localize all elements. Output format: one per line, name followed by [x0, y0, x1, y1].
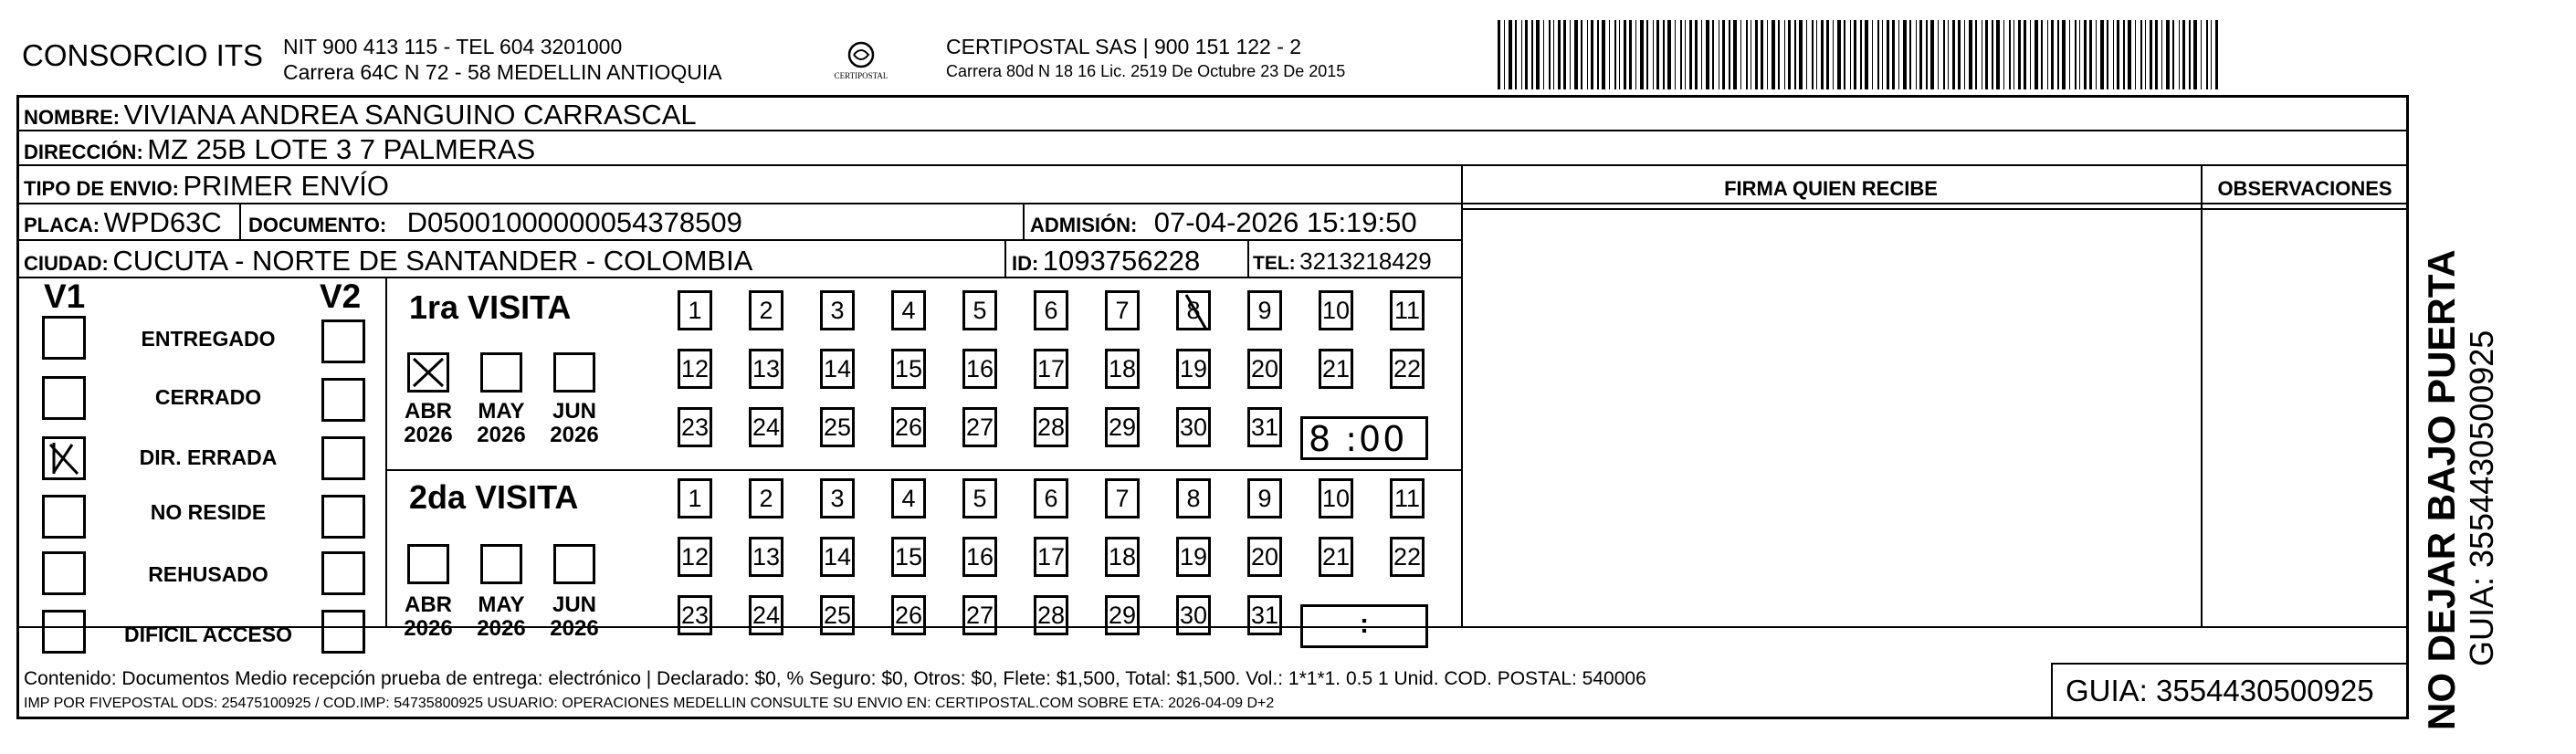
day-number: 27	[965, 413, 994, 441]
second-month-jun-label: JUN 2026	[550, 592, 599, 641]
first-visit-day-27[interactable]	[962, 407, 997, 447]
second-month-abr-checkbox[interactable]	[407, 544, 449, 584]
reason-dificil-acceso: DIFICIL ACCESO	[123, 623, 292, 646]
day-number: 30	[1179, 413, 1208, 441]
admision-value: 07-04-2026 15:19:50	[1153, 206, 1417, 238]
first-visit-day-26[interactable]	[891, 407, 926, 447]
second-visit-time: :	[1360, 609, 1369, 639]
day-number: 9	[1257, 296, 1272, 324]
first-visit-day-20[interactable]	[1247, 349, 1282, 389]
day-number: 22	[1393, 354, 1422, 382]
reason-entregado: ENTREGADO	[141, 327, 276, 351]
first-visit-day-31[interactable]	[1247, 407, 1282, 447]
day-number: 20	[1250, 542, 1279, 571]
day-number: 14	[823, 542, 852, 571]
second-visit-day-11[interactable]	[1390, 478, 1425, 518]
certipostal-name: CERTIPOSTAL SAS | 900 151 122 - 2	[946, 35, 1302, 58]
day-number: 12	[680, 354, 710, 382]
day-number: 7	[1115, 296, 1130, 324]
second-visit-day-21[interactable]	[1319, 537, 1353, 577]
day-number: 1	[688, 296, 702, 324]
tel-value: 3213218429	[1299, 247, 1432, 275]
first-month-may-label: MAY 2026	[477, 399, 526, 447]
v1-checkbox-rehusado[interactable]	[42, 551, 86, 595]
reason-dir-errada: DIR. ERRADA	[139, 445, 278, 469]
day-number: 31	[1250, 601, 1279, 629]
side-warning-text: NO DEJAR BAJO PUERTA	[2420, 249, 2463, 730]
second-visit-day-3[interactable]	[820, 478, 855, 518]
second-visit-day-16[interactable]	[962, 537, 997, 577]
day-number: 29	[1108, 413, 1137, 441]
first-month-jun-checkbox[interactable]	[553, 352, 595, 393]
day-number: 11	[1393, 296, 1421, 324]
documento-value: D05001000000054378509	[406, 206, 742, 238]
ciudad-row	[24, 245, 752, 278]
day-number: 16	[965, 354, 994, 382]
day-number: 20	[1250, 354, 1279, 382]
day-number: 26	[894, 413, 923, 441]
nombre-row	[24, 99, 697, 131]
second-month-jun-checkbox[interactable]	[553, 544, 595, 584]
id-label: ID:	[1012, 252, 1039, 275]
first-visit-day-9[interactable]	[1247, 290, 1282, 330]
day-number: 8	[1186, 296, 1201, 324]
second-visit-day-19[interactable]	[1176, 537, 1211, 577]
day-number: 25	[823, 601, 852, 629]
first-visit-day-22[interactable]	[1390, 349, 1425, 389]
first-visit-day-30[interactable]	[1176, 407, 1211, 447]
documento-label: DOCUMENTO:	[248, 214, 387, 236]
day-number: 29	[1108, 601, 1137, 629]
v2-checkbox-rehusado[interactable]	[321, 551, 365, 595]
nombre-label: NOMBRE:	[24, 106, 121, 129]
v2-checkbox-dificil-acceso[interactable]	[321, 610, 365, 654]
second-visit-day-12[interactable]	[678, 537, 712, 577]
day-number: 10	[1321, 296, 1351, 324]
second-visit-day-25[interactable]	[820, 595, 855, 635]
second-visit-day-30[interactable]	[1176, 595, 1211, 635]
first-visit-day-11[interactable]	[1390, 290, 1425, 330]
first-visit-time-box[interactable]	[1300, 416, 1428, 460]
first-visit-day-21[interactable]	[1319, 349, 1353, 389]
ciudad-value: CUCUTA - NORTE DE SANTANDER - COLOMBIA	[112, 245, 753, 277]
day-number: 30	[1179, 601, 1208, 629]
footer-guia: GUIA: 3554430500925	[2066, 674, 2374, 707]
day-number: 4	[901, 484, 916, 512]
first-visit-day-8[interactable]	[1176, 290, 1211, 330]
second-visit-day-26[interactable]	[891, 595, 926, 635]
second-visit-day-27[interactable]	[962, 595, 997, 635]
second-visit-day-17[interactable]	[1034, 537, 1068, 577]
placa-value: WPD63C	[103, 206, 222, 238]
tipo-value: PRIMER ENVÍO	[183, 170, 390, 202]
tel-row	[1253, 247, 1432, 276]
id-row	[1012, 245, 1200, 278]
first-month-jun-label: JUN 2026	[550, 399, 599, 447]
day-number: 23	[680, 601, 710, 629]
first-visit-day-24[interactable]	[749, 407, 783, 447]
barcode	[1498, 20, 2224, 89]
reason-cerrado: CERRADO	[154, 385, 262, 409]
day-number: 13	[752, 354, 781, 382]
first-visit-day-6[interactable]	[1034, 290, 1068, 330]
second-visit-day-29[interactable]	[1105, 595, 1140, 635]
first-visit-day-12[interactable]	[678, 349, 712, 389]
v1-checkbox-dir-errada[interactable]	[42, 436, 86, 480]
firma-header: FIRMA QUIEN RECIBE	[1724, 177, 1938, 200]
first-visit-day-15[interactable]	[891, 349, 926, 389]
v1-checkbox-cerrado[interactable]	[42, 376, 86, 420]
second-month-may-checkbox[interactable]	[480, 544, 522, 584]
placa-label: PLACA:	[24, 214, 100, 236]
v2-checkbox-no-reside[interactable]	[321, 495, 365, 539]
documento-row	[248, 206, 742, 239]
day-number: 27	[965, 601, 994, 629]
reason-no-reside: NO RESIDE	[150, 500, 267, 524]
day-number: 13	[752, 542, 781, 571]
nombre-value: VIVIANA ANDREA SANGUINO CARRASCAL	[123, 99, 697, 131]
footer-imp: IMP POR FIVEPOSTAL ODS: 25475100925 / COD.IMP: 54735800925 USUARIO: OPERACIONES MEDELLIN CONSULTE SU ENVIO EN: CERTIPOSTAL.COM SOBRE ETA: 2026-04-09 D+2	[24, 696, 1275, 711]
day-number: 24	[752, 601, 781, 629]
second-visit-day-22[interactable]	[1390, 537, 1425, 577]
second-visit-time-box[interactable]	[1300, 604, 1428, 648]
observaciones-header: OBSERVACIONES	[2217, 177, 2392, 200]
day-number: 6	[1044, 484, 1058, 512]
day-number: 26	[894, 601, 923, 629]
second-visit-day-23[interactable]	[678, 595, 712, 635]
day-number: 8	[1186, 484, 1201, 512]
second-visit-day-13[interactable]	[749, 537, 783, 577]
second-visit-day-24[interactable]	[749, 595, 783, 635]
day-number: 2	[759, 296, 773, 324]
day-number: 14	[823, 354, 852, 382]
v1-label: V1	[44, 278, 86, 315]
admision-label: ADMISIÓN:	[1030, 214, 1138, 236]
day-number: 21	[1321, 354, 1351, 382]
day-number: 17	[1036, 354, 1066, 382]
first-visit-day-3[interactable]	[820, 290, 855, 330]
id-value: 1093756228	[1042, 245, 1201, 277]
v1-checkbox-dificil-acceso[interactable]	[42, 610, 86, 654]
day-number: 7	[1115, 484, 1130, 512]
direccion-label: DIRECCIÓN:	[24, 141, 143, 163]
day-number: 28	[1036, 601, 1066, 629]
side-warning	[2420, 37, 2500, 730]
first-visit-day-29[interactable]	[1105, 407, 1140, 447]
v2-checkbox-entregado[interactable]	[321, 319, 365, 363]
day-number: 12	[680, 542, 710, 571]
v2-checkbox-cerrado[interactable]	[321, 378, 365, 422]
first-visit-day-19[interactable]	[1176, 349, 1211, 389]
second-month-may-label: MAY 2026	[477, 592, 526, 641]
second-visit-day-5[interactable]	[962, 478, 997, 518]
first-visit-day-17[interactable]	[1034, 349, 1068, 389]
v1-checkbox-no-reside[interactable]	[42, 495, 86, 539]
day-number: 5	[973, 296, 987, 324]
day-number: 9	[1257, 484, 1272, 512]
day-number: 6	[1044, 296, 1058, 324]
second-visit-day-28[interactable]	[1034, 595, 1068, 635]
day-number: 25	[823, 413, 852, 441]
first-visit-day-2[interactable]	[749, 290, 783, 330]
first-visit-day-1[interactable]	[678, 290, 712, 330]
first-visit-day-28[interactable]	[1034, 407, 1068, 447]
second-month-abr-label: ABR 2026	[404, 592, 453, 641]
day-number: 3	[830, 296, 845, 324]
day-number: 31	[1250, 413, 1279, 441]
first-visit-day-7[interactable]	[1105, 290, 1140, 330]
day-number: 19	[1179, 542, 1208, 571]
first-visit-day-25[interactable]	[820, 407, 855, 447]
tipo-label: TIPO DE ENVIO:	[24, 177, 179, 200]
reason-rehusado: REHUSADO	[148, 562, 268, 586]
logo-text: CERTIPOSTAL	[834, 71, 888, 80]
day-number: 11	[1393, 484, 1421, 512]
v1-checkbox-entregado[interactable]	[42, 316, 86, 360]
day-number: 24	[752, 413, 781, 441]
ciudad-label: CIUDAD:	[24, 252, 109, 275]
second-visit-day-15[interactable]	[891, 537, 926, 577]
check-mark-icon	[1179, 293, 1210, 330]
direccion-value: MZ 25B LOTE 3 7 PALMERAS	[147, 133, 536, 165]
day-number: 18	[1108, 542, 1137, 571]
day-number: 2	[759, 484, 773, 512]
second-visit-day-6[interactable]	[1034, 478, 1068, 518]
first-visit-day-18[interactable]	[1105, 349, 1140, 389]
first-visit-day-16[interactable]	[962, 349, 997, 389]
day-number: 10	[1321, 484, 1351, 512]
second-visit-day-4[interactable]	[891, 478, 926, 518]
day-number: 23	[680, 413, 710, 441]
day-number: 19	[1179, 354, 1208, 382]
day-number: 1	[688, 484, 702, 512]
company-address: Carrera 64C N 72 - 58 MEDELLIN ANTIOQUIA	[283, 60, 722, 84]
first-month-abr-checkbox[interactable]	[407, 352, 449, 393]
second-visit-day-18[interactable]	[1105, 537, 1140, 577]
second-visit-day-14[interactable]	[820, 537, 855, 577]
tel-label: TEL:	[1253, 253, 1296, 274]
second-visit-day-10[interactable]	[1319, 478, 1353, 518]
day-number: 3	[830, 484, 845, 512]
placa-row	[24, 206, 222, 239]
first-visit-day-10[interactable]	[1319, 290, 1353, 330]
day-number: 21	[1321, 542, 1351, 571]
check-mark-icon	[45, 439, 83, 477]
second-visit-day-2[interactable]	[749, 478, 783, 518]
second-visit-day-9[interactable]	[1247, 478, 1282, 518]
company-nit: NIT 900 413 115 - TEL 604 3201000	[283, 35, 623, 58]
day-number: 18	[1108, 354, 1137, 382]
day-number: 15	[894, 542, 923, 571]
day-number: 5	[973, 484, 987, 512]
first-visit-day-14[interactable]	[820, 349, 855, 389]
second-visit-day-20[interactable]	[1247, 537, 1282, 577]
first-visit-time: 8 :00	[1309, 419, 1407, 459]
first-visit-title: 1ra VISITA	[409, 288, 572, 326]
admision-row	[1030, 206, 1417, 239]
side-guia-text: GUIA: 3554430500925	[2463, 330, 2500, 666]
company-name: CONSORCIO ITS	[22, 38, 264, 72]
second-visit-title: 2da VISITA	[409, 478, 579, 516]
first-month-abr-label: ABR 2026	[404, 399, 453, 447]
day-number: 15	[894, 354, 923, 382]
second-visit-day-7[interactable]	[1105, 478, 1140, 518]
check-mark-icon	[410, 355, 447, 390]
day-number: 16	[965, 542, 994, 571]
certipostal-address: Carrera 80d N 18 16 Lic. 2519 De Octubre 23 De 2015	[946, 62, 1346, 80]
second-visit-day-8[interactable]	[1176, 478, 1211, 518]
first-visit-day-5[interactable]	[962, 290, 997, 330]
day-number: 4	[901, 296, 916, 324]
second-visit-day-1[interactable]	[678, 478, 712, 518]
certipostal-logo	[829, 35, 893, 89]
v2-label: V2	[320, 278, 362, 315]
first-visit-day-4[interactable]	[891, 290, 926, 330]
day-number: 17	[1036, 542, 1066, 571]
second-visit-day-31[interactable]	[1247, 595, 1282, 635]
v2-checkbox-dir-errada[interactable]	[321, 436, 365, 480]
first-visit-day-23[interactable]	[678, 407, 712, 447]
tipo-row	[24, 170, 389, 203]
day-number: 28	[1036, 413, 1066, 441]
first-month-may-checkbox[interactable]	[480, 352, 522, 393]
first-visit-day-13[interactable]	[749, 349, 783, 389]
direccion-row	[24, 133, 535, 166]
day-number: 22	[1393, 542, 1422, 571]
footer-contenido: Contenido: Documentos Medio recepción prueba de entrega: electrónico | Declarado: $0, % Seguro: $0, Otros: $0, Flete: $1,500, Total: $1,500. Vol.: 1*1*1. 0.5 1 Unid. COD. POSTAL: 540006	[24, 668, 1646, 689]
